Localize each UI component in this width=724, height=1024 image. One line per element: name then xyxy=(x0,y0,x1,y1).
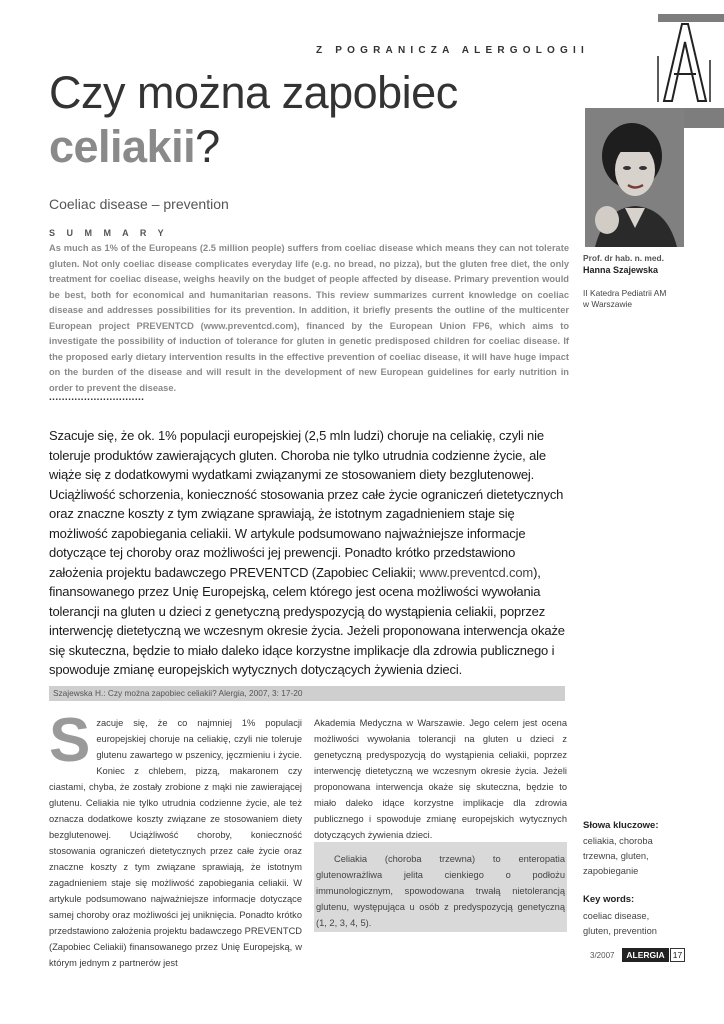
summary-text: As much as 1% of the Europeans (2.5 million people) suffers from coeliac disease which means they can not tolerate gluten. Not only coeliac disease complicates everyday life (e.g. no bread, no pizza), but the gluten free diet, the only treatment for coeliac disease, weighs heavily on the budget of people affected by disease. Primary prevention would be best, both for economical and humanitarian reasons. This review summarizes current knowledge on coeliac disease and addresses possibilities for its prevention. In addition, it briefly presents the outline of the multicenter European project PREVENTCD (www.preventcd.com), financed by the European Union FP6, which aims to investigate the possibility of induction of tolerance for gluten in genetic predisposed children for coeliac disease. If the proposed early dietary intervention results in the effective prevention of coeliac disease, it will have huge impact on the burden of the disease and will result in the development of new European guidelines for early nutrition in order to prevent the disease. xyxy=(49,243,569,393)
keywords-pl xyxy=(583,834,703,879)
author-affiliation xyxy=(583,288,703,310)
preventcd-link[interactable]: www.preventcd.com xyxy=(419,564,534,580)
title-emphasis: celiakii xyxy=(49,121,196,172)
keywords-en xyxy=(583,909,703,939)
article-title-line1: Czy można zapobiec xyxy=(49,67,458,118)
author-degree: Prof. dr hab. n. med. xyxy=(583,253,664,263)
dotted-separator: .............................. xyxy=(49,392,145,403)
author-name: Hanna Szajewska xyxy=(583,265,659,275)
abstract-text-part1: Szacuje się, że ok. 1% populacji europejskiej (2,5 mln ludzi) choruje na celiakię, czyli nie toleruje produktów zawierających gluten. Choroba nie tylko utrudnia codzienne życie, ale wiąże się z dodatkowymi wydatkami związanymi ze stosowaniem diety bezglutenowej. Uciążliwość schorzenia, konieczność stosowania przez całe życie ograniczeń dietetycznych oraz znaczne koszty z tym związane sprawiają, że istotnym zagadnieniem staje się możliwość zapobiegania celiakii. W artykule podsumowano najważniejsze informacje dotyczące tej choroby oraz możliwości jej prewencji. Ponadto krótko przedstawiono założenia projektu badawczego PREVENTCD (Zapobiec Celiakii; xyxy=(49,428,564,580)
affiliation-line1: II Katedra Pediatrii AM xyxy=(583,288,667,298)
affiliation-line2: w Warszawie xyxy=(583,299,633,309)
footer-issue: 3/2007 xyxy=(590,951,615,960)
author-portrait-image xyxy=(585,108,684,247)
definition-callout-text xyxy=(314,851,567,931)
footer-journal-name: ALERGIA xyxy=(622,948,669,962)
body-column-2: Akademia Medyczna w Warszawie. Jego celem jest ocena możliwości wywołania tolerancji na gluten u dzieci z genetyczną predyspozycją do wystąpienia celiakii, poprzez interwencję dietetyczną we wczesnym okresie życia. Jeżeli proponowana interwencja okaże się skuteczna, będzie to miało daleko idące korzystne implikacje dla zdrowia publicznego i spowoduje zmianę europejskich wytycznych dotyczących żywienia dzieci. xyxy=(314,718,567,840)
keyword-en-2: gluten, prevention xyxy=(583,926,657,936)
drop-cap: S xyxy=(49,706,91,775)
keyword-en-1: coeliac disease, xyxy=(583,911,650,921)
title-question-mark: ? xyxy=(195,121,220,172)
body-column-1 xyxy=(49,706,302,971)
body-column-1-text: zacuje się, że co najmniej 1% populacji europejskiej choruje na celiakię, czyli nie toleruje glutenu zawartego w pszenicy, jęczmieniu i życie. Koniec z chlebem, pizzą, makaronem czy ciastami, chyba, że zostały zrobione z mąki nie zawierającej glutenu. Celiakia nie tylko utrudnia codzienne życie, ale też oznacza dodatkowe koszty związane ze stosowaniem diety bezglutenowej. Uciążliwość choroby, konieczność stosowania ograniczeń dietetycznych przez całe życie oraz znaczne koszty z tym związane sprawiają, że istotnym zagadnieniem staje się możliwość zapobiegania celiakii. W artykule podsumowano najważniejsze informacje dotyczące samej choroby oraz możliwości jej uniknięcia. Ponadto krótko przedstawiono założenia projektu badawczego PREVENTCD (Zapobiec Celiakii) finansowanego przez Unię Europejską, w którym jednym z partnerów jest xyxy=(49,718,302,968)
author-photo xyxy=(585,108,684,247)
keyword-pl-2: trzewna, gluten, xyxy=(583,851,649,861)
keywords-pl-heading: Słowa kluczowe: xyxy=(583,820,659,831)
polish-abstract xyxy=(49,426,571,680)
article-title-line2 xyxy=(49,122,220,172)
section-label: Z POGRANICZA ALERGOLOGII xyxy=(316,45,589,56)
abstract-text-part2: ), finansowanego przez Unię Europejską, celem którego jest ocena możliwości wywołania tolerancji na gluten u dzieci z genetyczną predyspozycją do wystąpienia celiakii, poprzez interwencję dietetyczną we wczesnym okresie życia. Jeżeli proponowana interwencja okaże się skuteczna, będzie to miało daleko idące korzystne implikacje dla zdrowia publicznego i spowoduje zmianę europejskich wytycznych dotyczących żywienia dzieci. xyxy=(49,564,565,677)
english-subtitle: Coeliac disease – prevention xyxy=(49,196,229,212)
keyword-pl-1: celiakia, choroba xyxy=(583,836,653,846)
keywords-en-heading: Key words: xyxy=(583,894,635,905)
callout-text: Celiakia (choroba trzewna) to enteropatia glutenowrażliwa jelita cienkiego o podłożu immunologicznym, spowodowana trwałą nietolerancją glutenu, występująca u osób z predyspozycją genetyczną (1, 2, 3, 4, 5). xyxy=(316,854,565,928)
corner-letter-a-logo xyxy=(644,16,724,106)
citation-text: Szajewska H.: Czy można zapobiec celiakii? Alergia, 2007, 3: 17-20 xyxy=(53,688,303,698)
footer-page-number: 17 xyxy=(670,948,685,962)
summary-heading: S U M M A R Y xyxy=(49,228,169,238)
keyword-pl-3: zapobieganie xyxy=(583,866,639,876)
